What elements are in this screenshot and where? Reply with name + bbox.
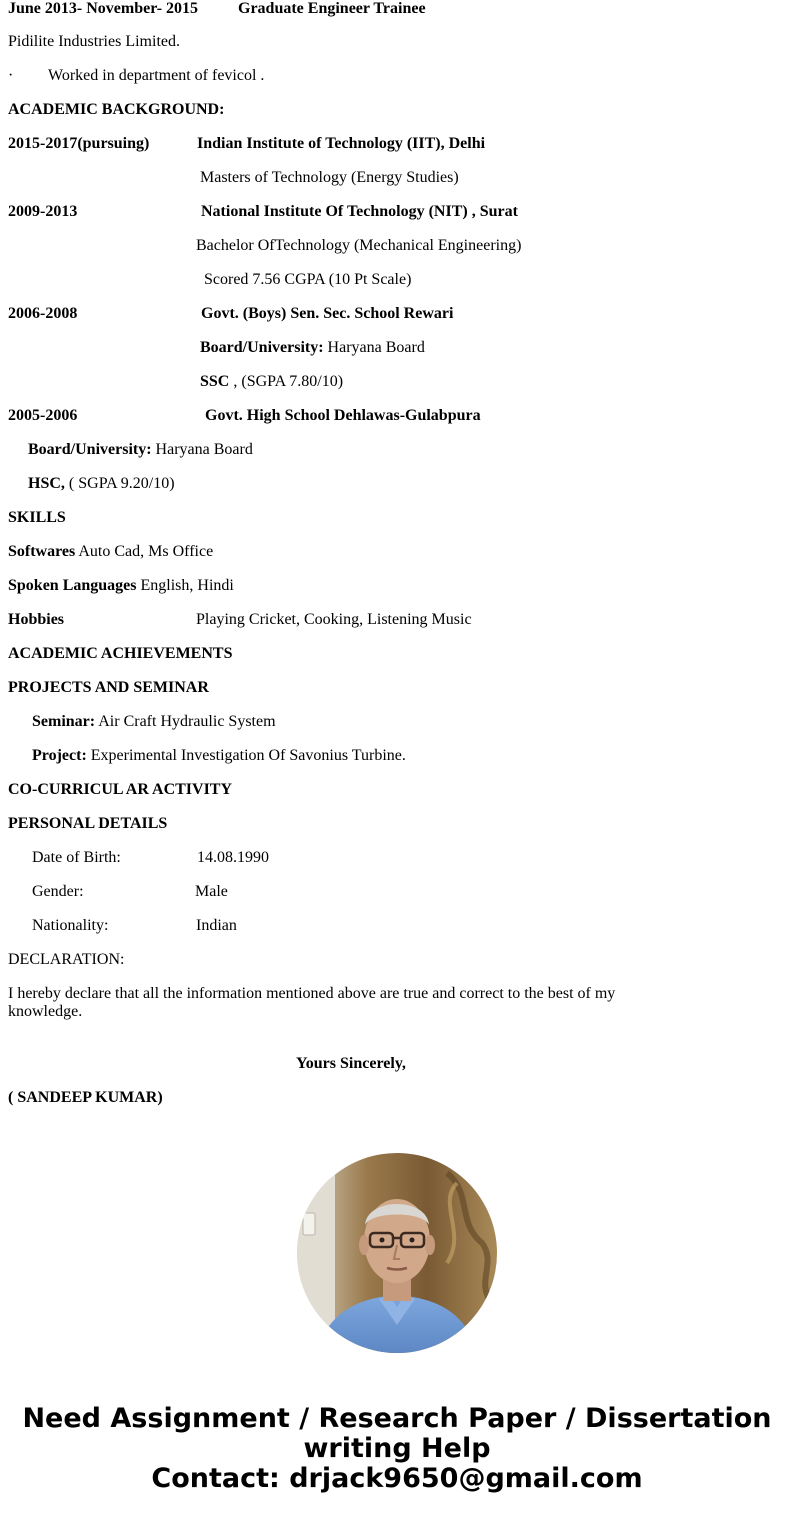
seminar-value: Air Craft Hydraulic System xyxy=(98,713,276,730)
declaration-closing: Yours Sincerely, xyxy=(296,1055,406,1072)
academic-years-nit: 2009-2013 xyxy=(8,203,78,220)
academic-heading: ACADEMIC BACKGROUND: xyxy=(8,101,225,118)
personal-gender-label: Gender: xyxy=(32,883,84,900)
academic-years-gulabpura: 2005-2006 xyxy=(8,407,78,424)
skills-languages xyxy=(8,577,234,595)
academic-degree-iit: Masters of Technology (Energy Studies) xyxy=(200,169,459,186)
footer-line-2: writing Help xyxy=(303,1433,491,1464)
skills-hobbies-value: Playing Cricket, Cooking, Listening Music xyxy=(196,611,472,628)
personal-dob-value: 14.08.1990 xyxy=(197,849,269,866)
experience-period: June 2013- November- 2015 xyxy=(8,0,199,17)
academic-score-nit: Scored 7.56 CGPA (10 Pt Scale) xyxy=(204,271,412,288)
skills-heading: SKILLS xyxy=(8,509,66,526)
academic-exam-gulabpura xyxy=(28,475,175,493)
experience-company: Pidilite Industries Limited. xyxy=(8,33,180,50)
declaration-name: ( SANDEEP KUMAR) xyxy=(8,1089,163,1106)
academic-years-iit: 2015-2017(pursuing) xyxy=(8,135,150,152)
cocurricular-heading: CO-CURRICUL AR ACTIVITY xyxy=(8,781,233,798)
exam-label: SSC xyxy=(200,373,230,390)
board-value: Haryana Board xyxy=(327,339,425,356)
exam-label: HSC, xyxy=(28,475,65,492)
personal-dob-label: Date of Birth: xyxy=(32,849,121,866)
footer-contact: Contact: drjack9650@gmail.com xyxy=(151,1463,643,1494)
achievements-heading: ACADEMIC ACHIEVEMENTS xyxy=(8,645,233,662)
declaration-text: I hereby declare that all the information mentioned above are true and correct to the best of my knowledge. xyxy=(8,985,616,1020)
experience-bullet-text: Worked in department of fevicol . xyxy=(48,67,265,84)
skills-softwares xyxy=(8,543,213,561)
projects-seminar xyxy=(32,713,276,731)
softwares-value: Auto Cad, Ms Office xyxy=(78,543,214,560)
promo-footer xyxy=(0,1404,794,1494)
profile-photo xyxy=(297,1153,497,1353)
personal-nationality-value: Indian xyxy=(196,917,237,934)
projects-project xyxy=(32,747,406,765)
project-value: Experimental Investigation Of Savonius Turbine. xyxy=(90,747,406,764)
board-value: Haryana Board xyxy=(155,441,253,458)
languages-label: Spoken Languages xyxy=(8,577,137,594)
academic-board-gulabpura xyxy=(28,441,253,459)
academic-institution-iit: Indian Institute of Technology (IIT), Delhi xyxy=(197,135,486,152)
exam-value: , (SGPA 7.80/10) xyxy=(233,373,344,390)
academic-institution-rewari: Govt. (Boys) Sen. Sec. School Rewari xyxy=(201,305,454,322)
experience-role: Graduate Engineer Trainee xyxy=(238,0,426,17)
personal-nationality-label: Nationality: xyxy=(32,917,109,934)
personal-gender-value: Male xyxy=(195,883,228,900)
footer-line-1: Need Assignment / Research Paper / Dissertation xyxy=(22,1403,772,1434)
project-label: Project: xyxy=(32,747,87,764)
declaration-heading: DECLARATION: xyxy=(8,951,125,968)
academic-board-rewari xyxy=(200,339,425,357)
academic-years-rewari: 2006-2008 xyxy=(8,305,78,322)
academic-exam-rewari xyxy=(200,373,343,391)
skills-hobbies-label: Hobbies xyxy=(8,611,65,628)
profile-photo-illustration xyxy=(297,1153,497,1353)
board-label: Board/University: xyxy=(200,339,324,356)
personal-heading: PERSONAL DETAILS xyxy=(8,815,168,832)
academic-degree-nit: Bachelor OfTechnology (Mechanical Engineering) xyxy=(196,237,522,254)
seminar-label: Seminar: xyxy=(32,713,96,730)
board-label: Board/University: xyxy=(28,441,152,458)
experience-bullet-symbol: · xyxy=(8,67,14,84)
softwares-label: Softwares xyxy=(8,543,76,560)
projects-heading: PROJECTS AND SEMINAR xyxy=(8,679,209,696)
academic-institution-nit: National Institute Of Technology (NIT) , Surat xyxy=(201,203,518,220)
exam-value: ( SGPA 9.20/10) xyxy=(68,475,175,492)
languages-value: English, Hindi xyxy=(140,577,234,594)
academic-institution-gulabpura: Govt. High School Dehlawas-Gulabpura xyxy=(205,407,481,424)
